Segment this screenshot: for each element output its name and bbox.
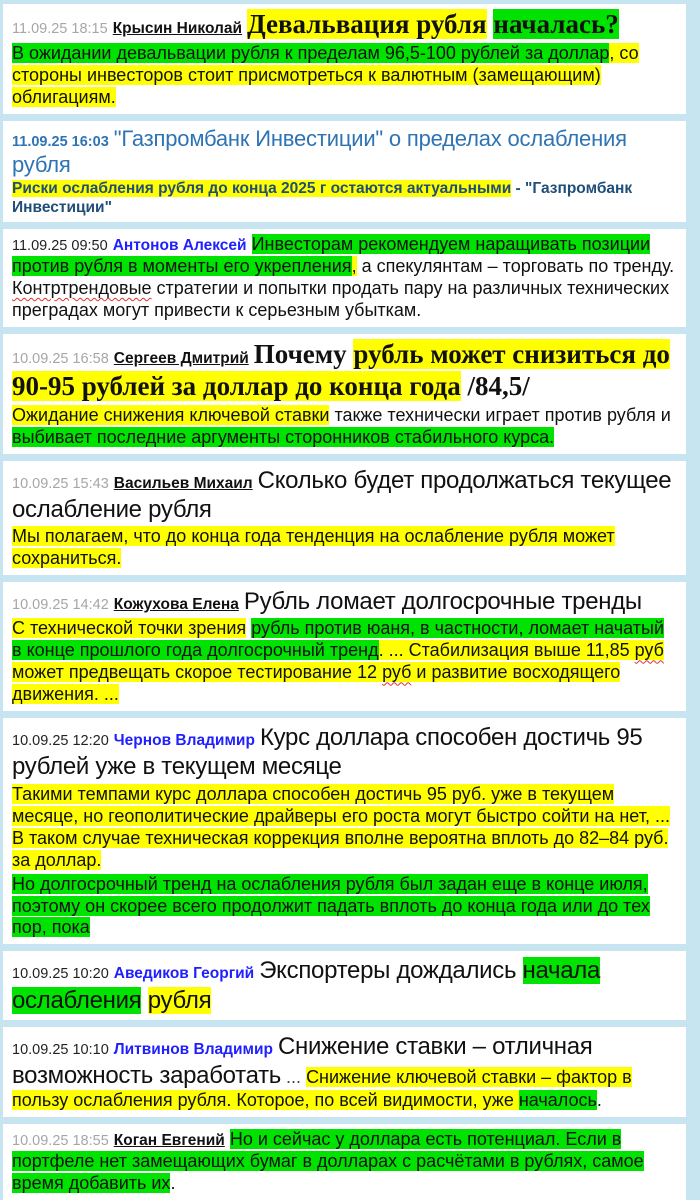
feed-entry (3, 951, 686, 1020)
body-segment-plain: стратегии и попытки продать пару на различных технических преградах могут привести к серьезным убыткам. (12, 278, 670, 321)
title-segment-green: начала ослабления (12, 957, 601, 1014)
entry-author-link[interactable]: Аведиков Георгий (113, 965, 255, 983)
entry-header (12, 339, 677, 403)
entry-timestamp: 10.09.25 16:58 (12, 351, 109, 368)
body-subsegment-spellcheck: руб (382, 662, 412, 683)
feed-entry (3, 1124, 686, 1200)
entry-author-link[interactable]: Антонов Алексей (112, 237, 247, 255)
entry-body-inline (12, 234, 677, 322)
entry-timestamp: 11.09.25 18:15 (12, 21, 108, 37)
body-segment-green: В ожидании девальвации рубля к пределам 96,5-100 рублей за доллар (12, 42, 610, 63)
body-segment-plain: . (170, 1173, 176, 1194)
feed-entry (3, 582, 686, 711)
title-segment-yellow: Девальвация рубля (247, 9, 487, 39)
entry-timestamp: 10.09.25 10:10 (12, 1041, 109, 1058)
body-subsegment: может предвещать скорое тестирование 12 (12, 662, 383, 683)
entry-body (12, 43, 677, 109)
entry-author-link[interactable]: Чернов Владимир (113, 732, 255, 750)
body-segment-yellow: , со стороны инвесторов стоит присмотреться к валютным (замещающим) облигациям. (12, 42, 639, 107)
ellipsis-separator: ... (286, 1067, 302, 1088)
entry-author-link[interactable]: Сергеев Дмитрий (113, 350, 249, 368)
entry-body (12, 526, 677, 570)
body-segment-green: рубль против юаня, в частности, ломает начатый в конце прошлого года долгосрочный тренд (12, 618, 665, 661)
entry-timestamp: 11.09.25 16:03 (12, 133, 109, 150)
feed-entry (3, 718, 686, 944)
entry-body (12, 618, 677, 706)
subtitle-segment-plain: - "Газпромбанк Инвестиции" (12, 179, 633, 216)
body-segment-green: Но и сейчас у доллара есть потенциал. Если в портфеле нет замещающих бумаг в долларах с расчётами в рублях, самое время добавить их (12, 1129, 644, 1194)
entry-title: Курс доллара способен достичь 95 рублей уже в текущем месяце (12, 724, 643, 781)
body-segment-yellow: , (351, 256, 357, 277)
entry-timestamp: 10.09.25 15:43 (12, 475, 109, 492)
entry-body (12, 784, 677, 872)
body-segment-yellow: Мы полагаем, что до конца года тенденция на ослабление рубля может сохраниться. (12, 526, 615, 569)
entry-timestamp: 11.09.25 09:50 (12, 238, 108, 255)
body-paragraph-green: Но долгосрочный тренд на ослабления рубля был задан еще в конце июля, поэтому он скорее всего продолжит падать вплоть до конца года или до тех пор, пока (12, 873, 650, 938)
feed-entry (3, 121, 686, 223)
body-segment-green: Инвесторам рекомендуем наращивать позиции против рубля в моменты его укрепления (12, 234, 651, 277)
body-paragraph-yellow: Такими темпами курс доллара способен достичь 95 руб. уже в текущем месяце, но геополитические драйверы его роста могут быстро сойти на нет, ... В таком случае техническая коррекция вполне вероятна вплоть до 82–84 руб. за доллар. (12, 783, 670, 870)
entry-header (12, 9, 677, 41)
entry-title: Снижение ставки – отличная возможность заработать (12, 1032, 593, 1090)
body-segment-plain: . (596, 1090, 602, 1111)
title-segment-green: началась? (493, 9, 619, 39)
body-segment-yellow: Снижение ключевой ставки – фактор в пользу ослабления рубля. Которое, по всей видимости, уже (12, 1067, 632, 1111)
entry-body (12, 405, 677, 449)
feed-entry (3, 461, 686, 575)
entry-timestamp: 10.09.25 18:55 (12, 1133, 109, 1150)
body-segment-green: выбивает последние аргументы сторонников стабильного курса. (12, 426, 555, 447)
body-subsegment: и развитие восходящего движения. ... (12, 662, 621, 705)
feed-entry (3, 229, 686, 327)
entry-title-link[interactable]: "Газпромбанк Инвестиции" о пределах ослабления рубля (12, 125, 627, 178)
entry-header (12, 587, 677, 616)
entry-header (12, 956, 677, 1015)
entry-author-link[interactable]: Литвинов Владимир (113, 1040, 273, 1058)
entry-title (247, 9, 619, 39)
entry-subtitle (12, 179, 677, 218)
title-segment-plain: /84,5/ (460, 370, 530, 401)
entry-title (12, 339, 670, 401)
body-subsegment-spellcheck: руб (634, 640, 664, 661)
title-segment-yellow: рубль может снизиться до 90-95 рублей за доллар до конца года (12, 339, 670, 401)
title-segment-plain: Почему (253, 339, 354, 370)
body-segment-green: началось (518, 1090, 597, 1111)
entry-title: Сколько будет продолжаться текущее ослабление рубля (12, 466, 672, 523)
entry-author-link[interactable]: Кожухова Елена (113, 596, 239, 614)
body-segment-plain: а спекулянтам – торговать по тренду. (356, 256, 675, 277)
entry-timestamp: 10.09.25 14:42 (12, 597, 109, 614)
feed-entry (3, 1027, 686, 1117)
body-subsegment: . ... Стабилизация выше 11,85 (378, 640, 635, 661)
body-segment-spellcheck: Контртрендовые (12, 278, 152, 299)
entry-title: Рубль ломает долгосрочные тренды (243, 588, 642, 616)
feed-entry (3, 334, 686, 454)
entry-timestamp: 10.09.25 12:20 (12, 733, 109, 750)
entry-body-inline (12, 1129, 677, 1195)
entry-author-link[interactable]: Коган Евгений (113, 1132, 225, 1150)
entry-body-inline (12, 1032, 677, 1112)
entry-author-link[interactable]: Крысин Николай (112, 20, 243, 37)
title-segment-yellow: рубля (147, 986, 212, 1014)
body-segment-yellow: Ожидание снижения ключевой ставки (12, 404, 330, 425)
title-segment-plain: Экспортеры дождались (259, 957, 523, 985)
entry-header (12, 126, 677, 179)
subtitle-segment-yellow: Риски ослабления рубля до конца 2025 г остаются актуальными (12, 179, 512, 197)
body-segment-yellow: С технической точки зрения (12, 618, 247, 639)
entry-timestamp: 10.09.25 10:20 (12, 966, 109, 983)
entry-header (12, 466, 677, 525)
feed-entry (3, 4, 686, 114)
entry-body (12, 234, 674, 320)
body-segment-plain: также технически играет против рубля и (329, 404, 671, 425)
entry-header (12, 723, 677, 782)
entry-author-link[interactable]: Васильев Михаил (113, 474, 253, 492)
entry-body (12, 874, 677, 940)
